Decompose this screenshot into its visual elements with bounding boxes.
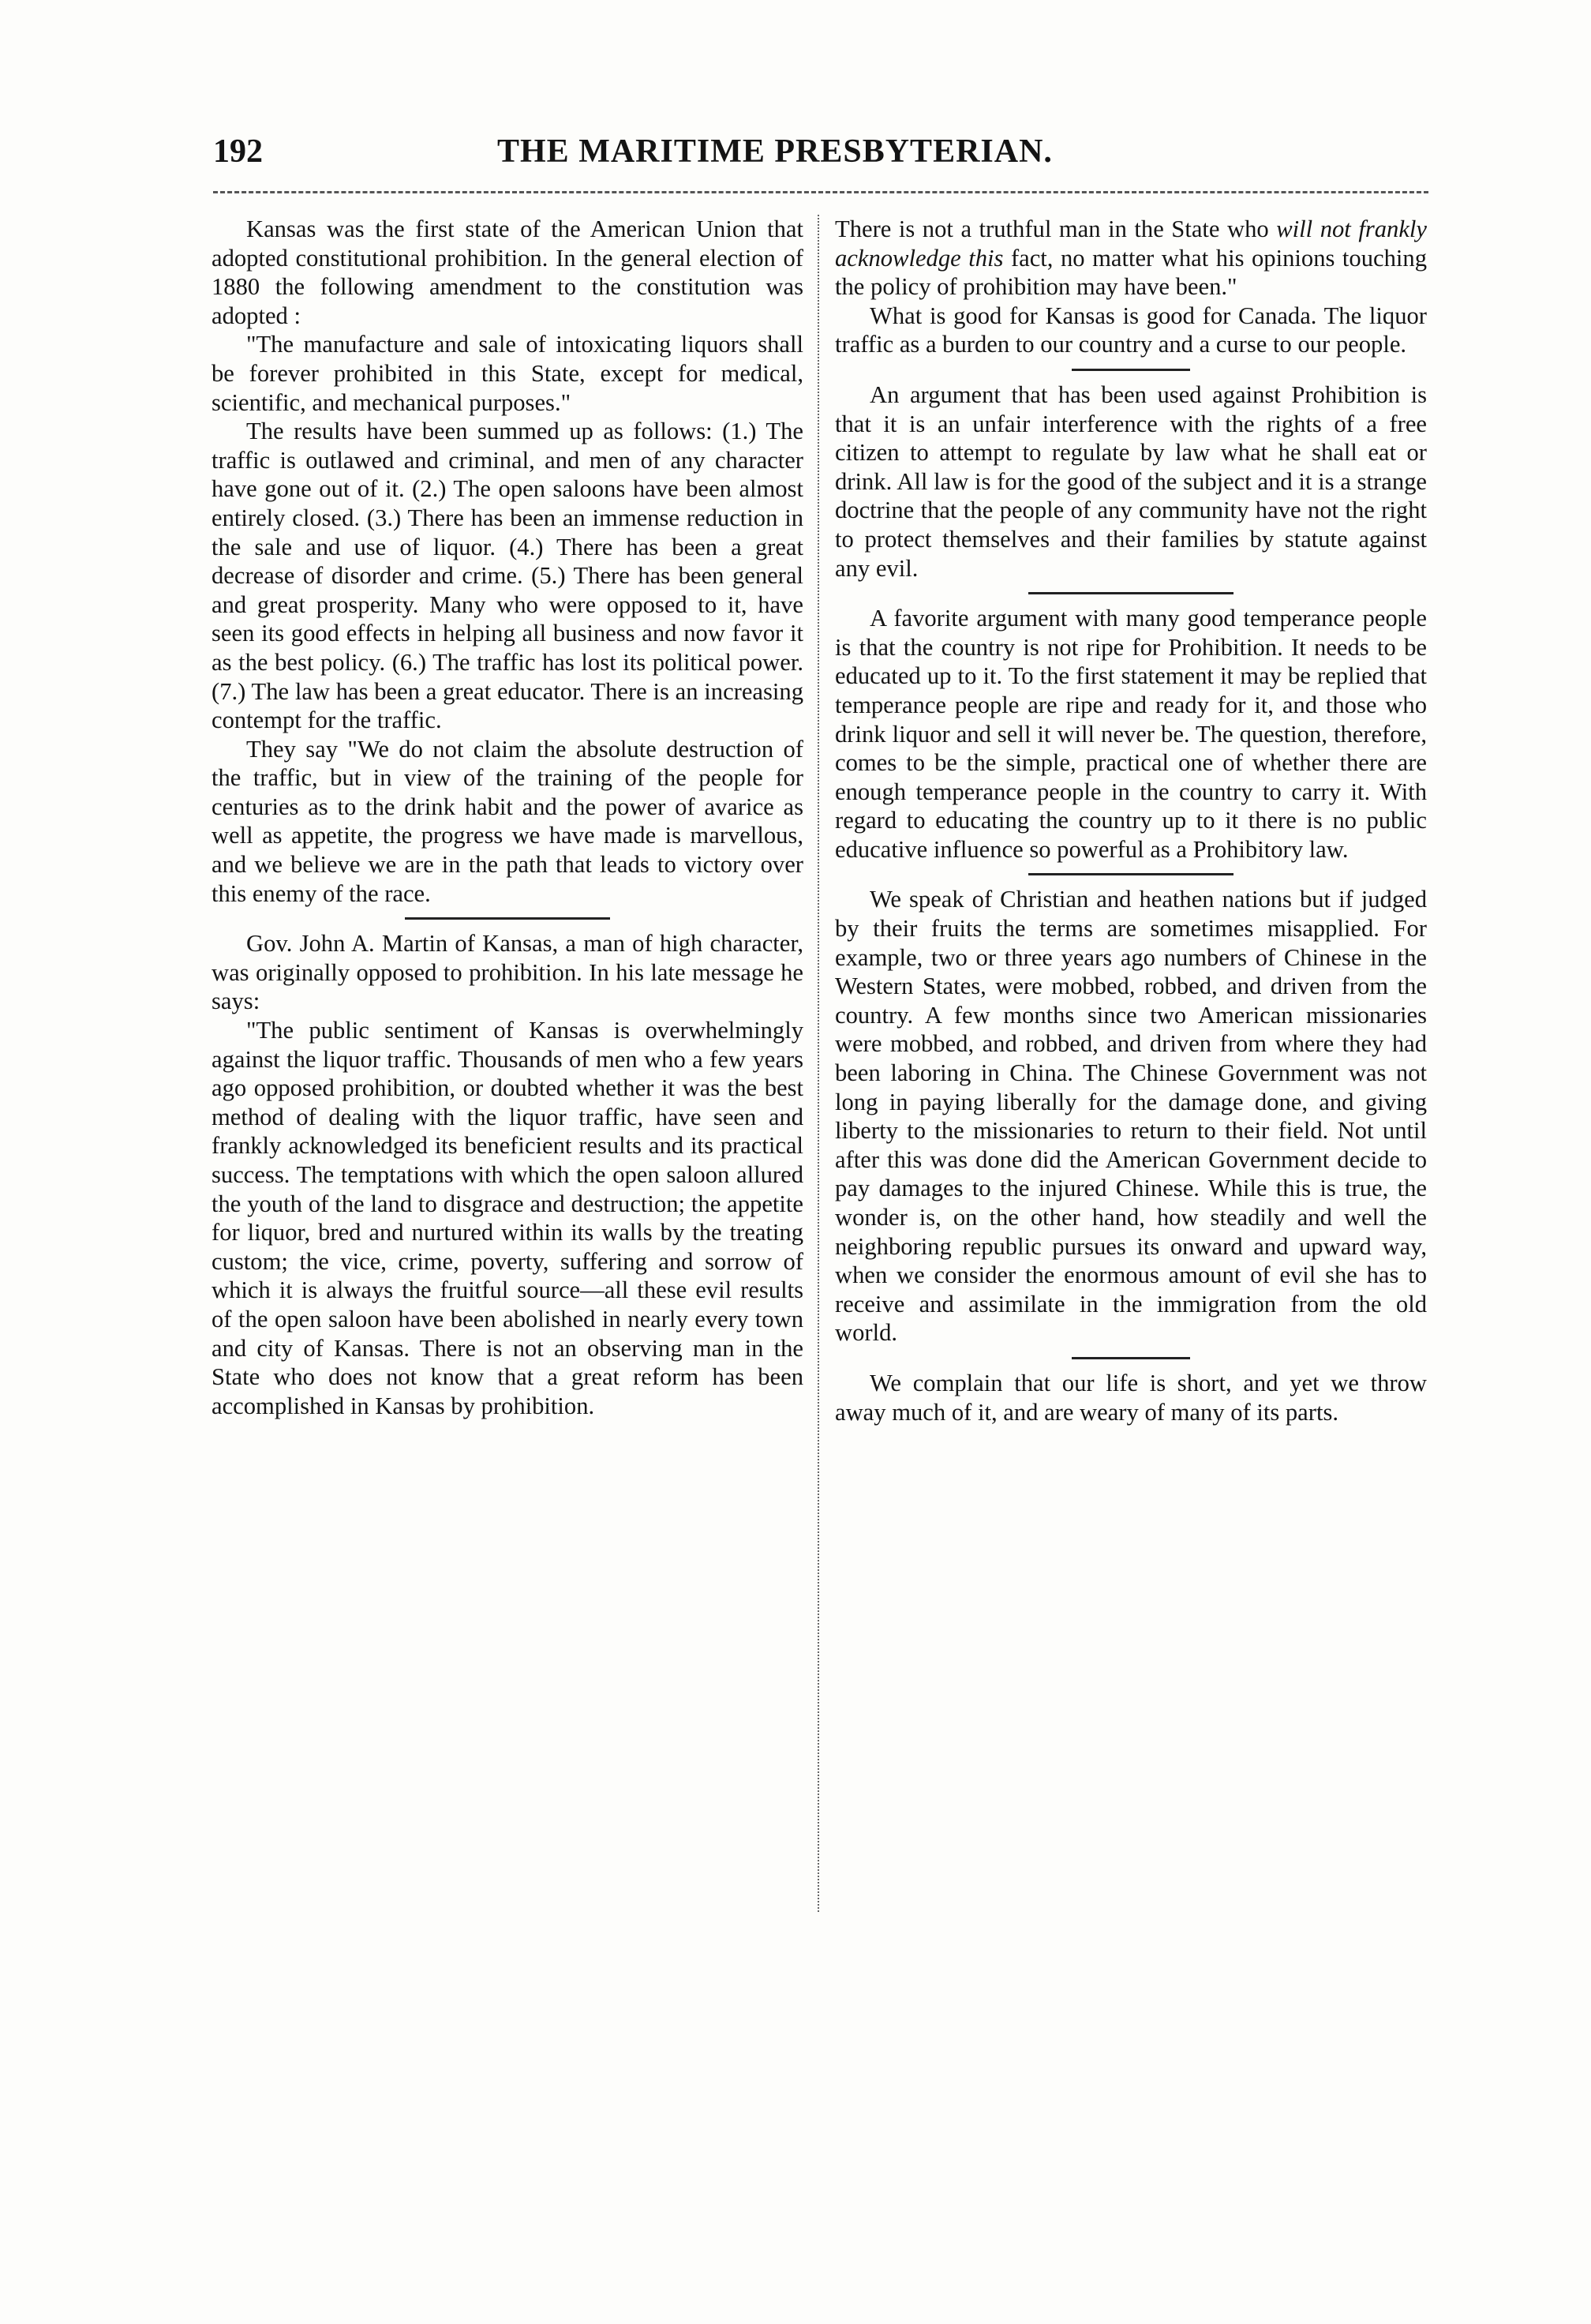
section-separator xyxy=(1072,369,1190,371)
paragraph-christian-heathen: We speak of Christian and heathen nations but if judged by their fruits the terms are sometimes misapplied. For example, two or three years ago numbers of Chinese in the Western States, were mobbed, robbed, and driven from the country. A few months since two American missionaries were mobbed, and robbed, and driven from where they had been laboring in China. The Chinese Government was not long in paying liberally for the damage done, and giving liberty to the missionaries to return to their field. Not until after this was done did the American Government decide to pay damages to the injured Chinese. While this is true, the wonder is, on the other hand, how steadily and well the neighboring republic pursues its onward and upward way, when we consider the enormous amount of evil she has to receive and assimilate in the immigration from the old world. xyxy=(835,886,1427,1347)
running-title: THE MARITIME PRESBYTERIAN. xyxy=(497,133,1053,170)
paragraph-truthful-man xyxy=(835,215,1427,302)
section-separator xyxy=(1028,873,1233,875)
paragraph-public-sentiment: "The public sentiment of Kansas is overwhelmingly against the liquor traffic. Thousands of men who a few years ago opposed prohibition, or doubted whether it was the best method of dealing with the liquor traffic, have seen and frankly acknowledged its beneficient results and its practical success. The temptations with which the open saloon allured the youth of the land to disgrace and destruction; the appetite for liquor, bred and nurtured within its walls by the treating custom; the vice, crime, poverty, suffering and sorrow of which it is always the fruitful source—all these evil results of the open saloon have been abolished in nearly every town and city of Kansas. There is not an observing man in the State who does not know that a great reform has been accomplished in Kansas by prohibition. xyxy=(212,1017,803,1419)
paragraph-results: The results have been summed up as follows: (1.) The traffic is outlawed and criminal, and men of any character have gone out of it. (2.) The open saloons have been almost entirely closed. (3.) There has been an immense reduction in the sale and use of liquor. (4.) There has been a great decrease of disorder and crime. (5.) There has been general and great prosperity. Many who were opposed to it, have seen its good effects in helping all business and now favor it as the best policy. (6.) The traffic has lost its political power. (7.) The law has been a great educator. There is an increasing contempt for the traffic. xyxy=(212,418,803,734)
paragraph-favorite-argument: A favorite argument with many good temperance people is that the country is not ripe for Prohibition. It needs to be educated up to it. To the first statement it may be replied that temperance people are ripe and ready for it, and those who drink liquor and sell it will never be. The question, therefore, comes to be the simple, practical one of whether there are enough temperance people in the country to carry it. With regard to educating the country up to it there is no public educative influence so powerful as a Prohibitory law. xyxy=(835,605,1427,863)
paragraph-gov-martin: Gov. John A. Martin of Kansas, a man of high character, was originally opposed to prohibition. In his late message he says: xyxy=(212,930,803,1015)
text-run: There is not a truthful man in the State who xyxy=(835,216,1277,242)
paragraph-they-say: They say "We do not claim the absolute destruction of the traffic, but in view of the training of the people for centuries as to the drink habit and the power of avarice as well as appetite, the progress we have made is marvellous, and we believe we are in the path that leads to victory over this enemy of the race. xyxy=(212,735,803,907)
italic-text-run: will not frankly acknowledge this xyxy=(835,216,1427,272)
text-run: fact, no matter what his opinions touching the policy of prohibition may have been." xyxy=(835,244,1427,301)
header-rule xyxy=(213,191,1428,193)
section-separator xyxy=(1072,1357,1190,1359)
paragraph-good-for-kansas: What is good for Kansas is good for Canada. The liquor traffic as a burden to our country and a curse to our people. xyxy=(835,302,1427,358)
paragraph-argument-interference: An argument that has been used against Prohibition is that it is an unfair interference with the rights of a free citizen to attempt to regulate by law what he shall eat or drink. All law is for the good of the subject and it is a strange doctrine that the people of any community have not the right to protect themselves and their families by statute against any evil. xyxy=(835,380,1427,582)
paragraph-life-is-short: We complain that our life is short, and yet we throw away much of it, and are weary of many of its parts. xyxy=(835,1369,1427,1426)
page-number: 192 xyxy=(213,133,263,170)
paragraph-amendment-quote: "The manufacture and sale of intoxicating liquors shall be forever prohibited in this State, except for medical, scientific, and mechanical purposes." xyxy=(212,331,803,416)
left-column xyxy=(212,215,803,1420)
paragraph-kansas-first-state: Kansas was the first state of the American Union that adopted constitutional prohibition. In the general election of 1880 the following amendment to the constitution was adopted : xyxy=(212,216,803,329)
page-header xyxy=(213,133,1428,180)
section-separator xyxy=(405,917,610,920)
right-column xyxy=(835,215,1427,1426)
section-separator xyxy=(1028,592,1233,594)
column-divider xyxy=(818,215,819,1912)
